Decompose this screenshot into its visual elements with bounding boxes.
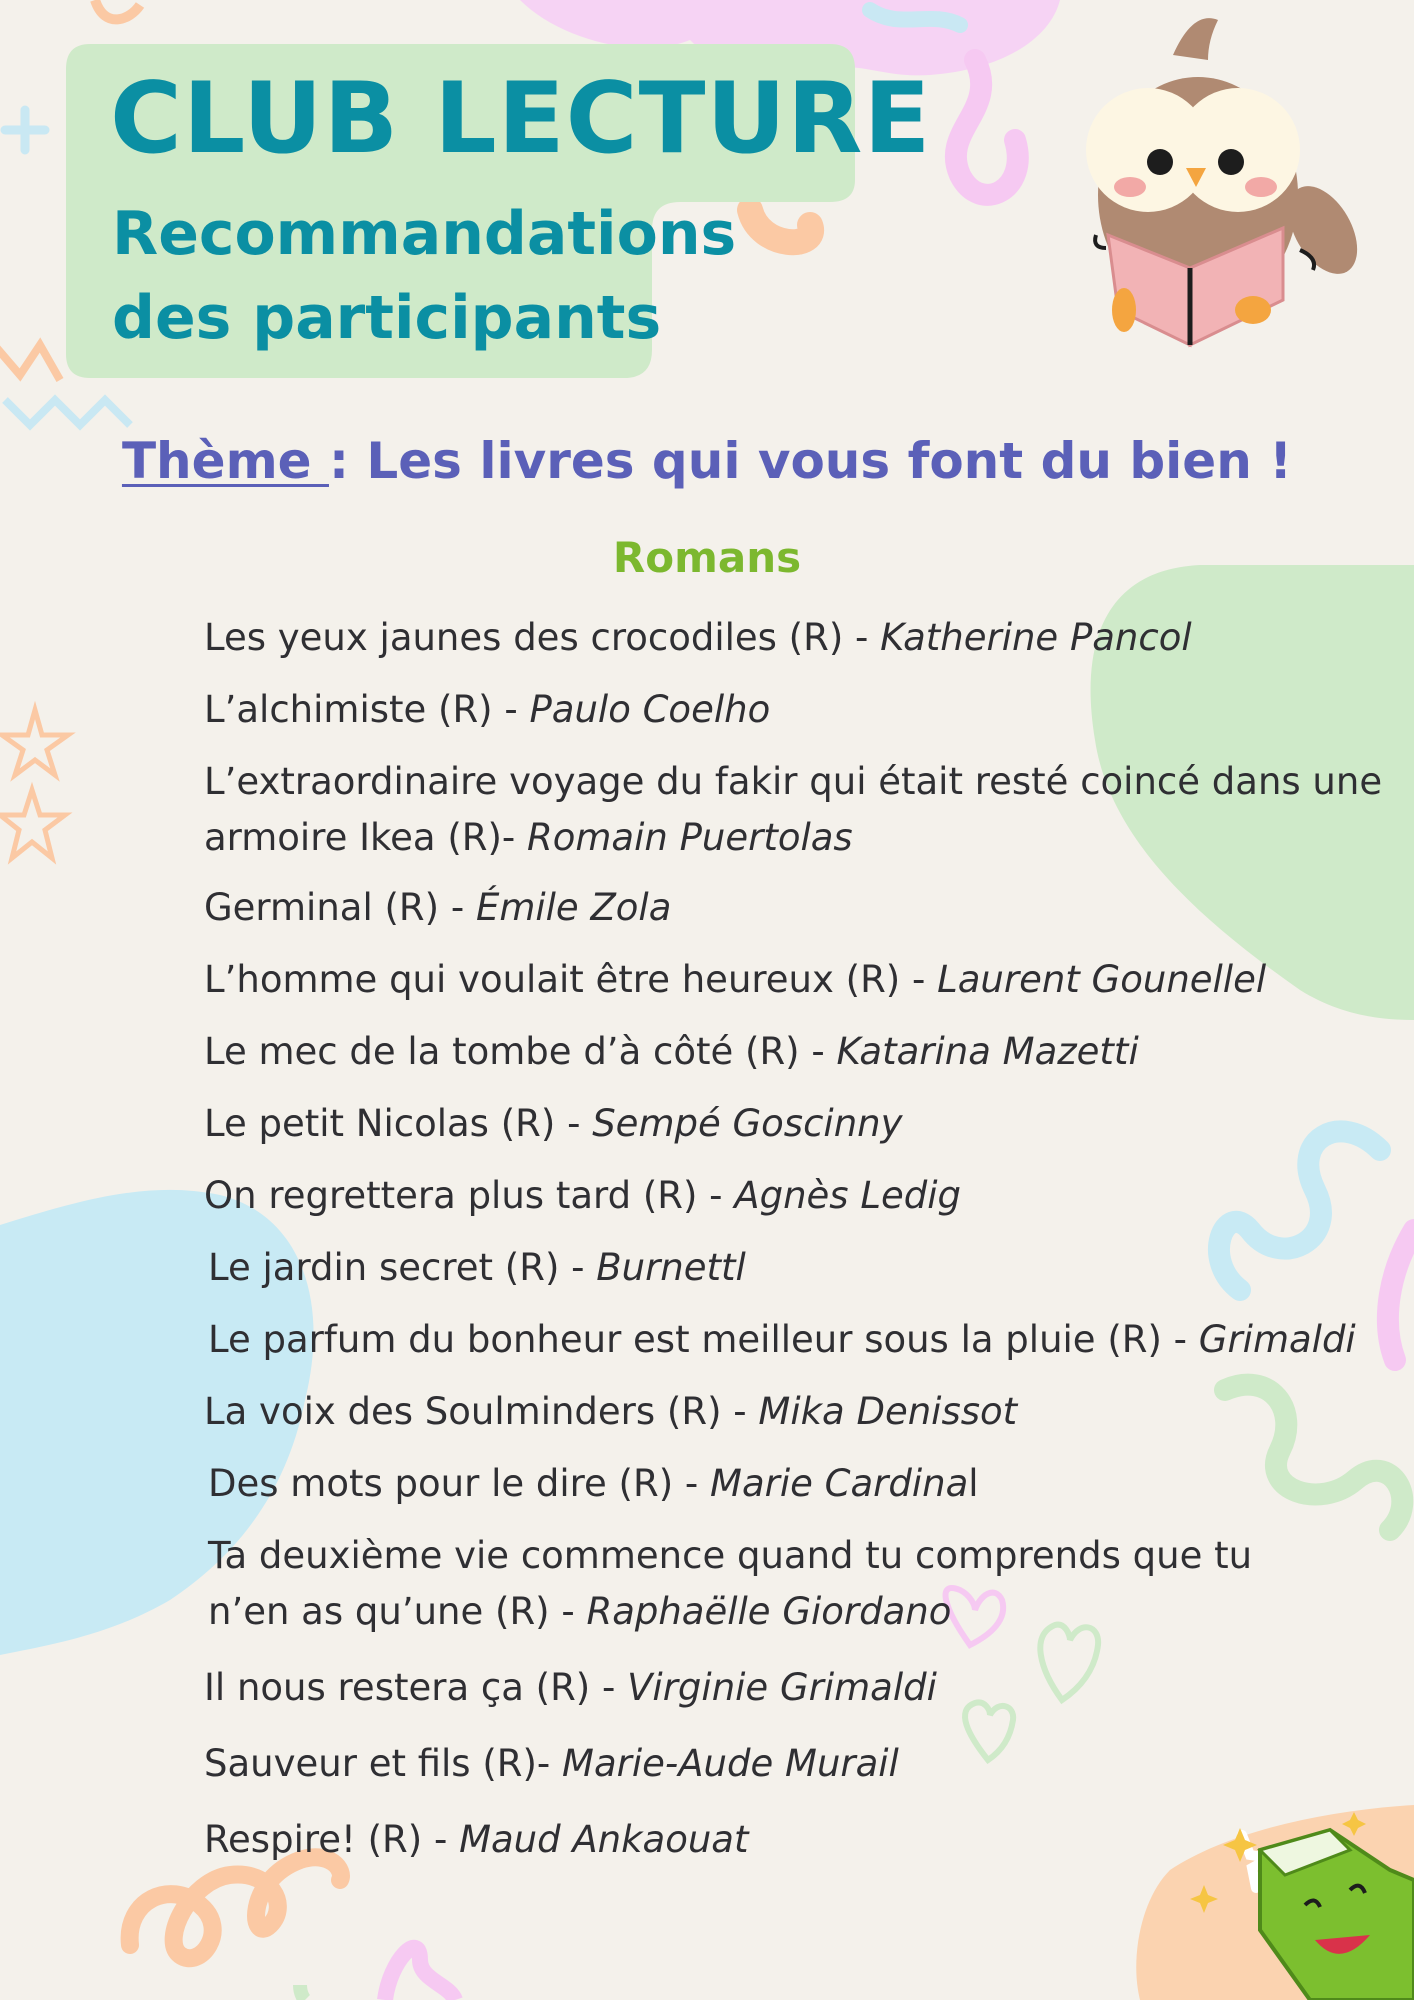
theme-text: : Les livres qui vous font du bien ! (328, 432, 1293, 490)
book-author: Virginie Grimaldi (627, 1666, 937, 1709)
section-title-romans: Romans (612, 533, 802, 582)
book-author: Katarina Mazetti (836, 1030, 1139, 1073)
book-author: Romain Puertolas (527, 816, 853, 859)
list-item: Les yeux jaunes des crocodiles (R) - Katherine Pancol (204, 616, 1192, 659)
star-doodle-icon (0, 790, 65, 858)
list-item: Le parfum du bonheur est meilleur sous la pluie (R) - Grimaldi (208, 1318, 1356, 1361)
list-item: L’alchimiste (R) - Paulo Coelho (204, 688, 771, 731)
book-author: Raphaëlle Giordano (586, 1590, 952, 1633)
list-item: Des mots pour le dire (R) - Marie Cardinal (208, 1462, 979, 1505)
theme-label: Thème (121, 432, 329, 490)
book-author: Émile Zola (475, 886, 672, 929)
book-author: Mika Denissot (758, 1390, 1018, 1433)
list-item: Respire! (R) - Maud Ankaouat (204, 1818, 749, 1861)
list-item: Sauveur et fils (R)- Marie-Aude Murail (204, 1742, 899, 1785)
list-item: La voix des Soulminders (R) - Mika Denissot (204, 1390, 1018, 1433)
list-item: Le petit Nicolas (R) - Sempé Goscinny (204, 1102, 903, 1145)
pink-doodle-bottom (385, 1948, 455, 2000)
orange-swirl (130, 1857, 341, 1958)
star-doodle-icon (2, 710, 68, 775)
owl-reading-icon (1078, 0, 1378, 350)
book-author: Burnettl (596, 1246, 746, 1289)
book-character-icon (1190, 1810, 1414, 2000)
book-author: Maud Ankaouat (459, 1818, 749, 1861)
subtitle-line-2: des participants (112, 283, 662, 353)
list-item: Ta deuxième vie commence quand tu comprends que tu n’en as qu’une (R) - Raphaëlle Giordano (208, 1534, 1253, 1633)
list-item: Le mec de la tombe d’à côté (R) - Katarina Mazetti (204, 1030, 1139, 1073)
book-author: Grimaldi (1198, 1318, 1356, 1361)
list-item: On regrettera plus tard (R) - Agnès Ledig (204, 1174, 961, 1217)
subtitle (112, 192, 736, 360)
list-item: Germinal (R) - Émile Zola (204, 886, 672, 929)
green-doodle-bottom (300, 1985, 305, 2000)
book-author: Marie Cardina (710, 1462, 969, 1505)
list-item: Le jardin secret (R) - Burnettl (208, 1246, 746, 1289)
theme-heading (0, 432, 1414, 490)
book-author: Sempé Goscinny (592, 1102, 903, 1145)
book-author: Katherine Pancol (880, 616, 1192, 659)
list-item: L’extraordinaire voyage du fakir qui était resté coincé dans une armoire Ikea (R)- Romain Puertolas (204, 760, 1383, 859)
blue-zigzag (5, 400, 130, 425)
club-title: CLUB LECTURE (110, 62, 932, 176)
pink-squiggle (956, 60, 1018, 195)
list-item: L’homme qui voulait être heureux (R) - Laurent Gounellel (204, 958, 1267, 1001)
book-author: Laurent Gounellel (937, 958, 1267, 1001)
list-item: Il nous restera ça (R) - Virginie Grimaldi (204, 1666, 937, 1709)
book-author: Paulo Coelho (529, 688, 771, 731)
book-author: Agnès Ledig (734, 1174, 961, 1217)
book-author: Marie-Aude Murail (562, 1742, 899, 1785)
subtitle-line-1: Recommandations (112, 199, 737, 269)
